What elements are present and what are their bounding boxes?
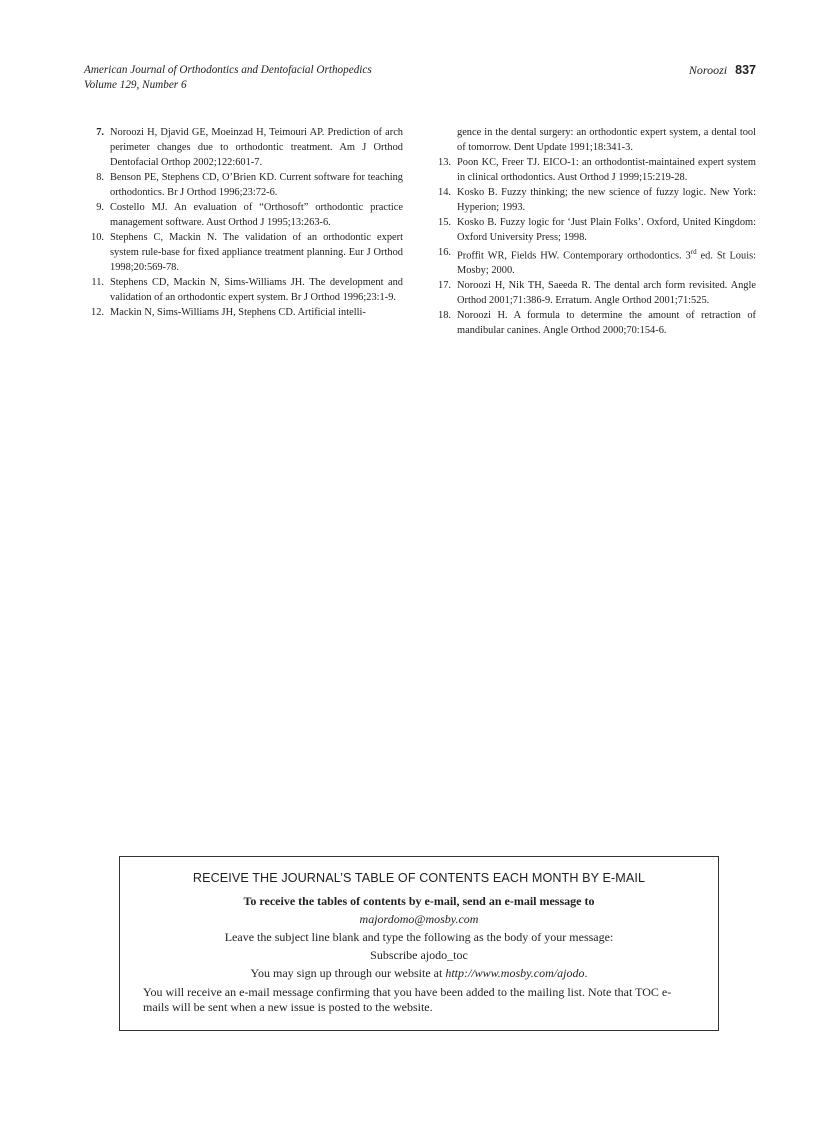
reference-text: Costello MJ. An evaluation of “Orthosoft” orthodontic practice management software. Aust Orthod J 1995;13:263-6. [110, 202, 403, 228]
reference-number: 17. [438, 280, 451, 292]
reference-text: Stephens C, Mackin N. The validation of an orthodontic expert system rule-base for fixed appliance treatment planning. Eur J Orthod 1998;20:569-78. [110, 232, 403, 273]
notice-website-suffix: . [584, 966, 588, 980]
notice-website-prefix: You may sign up through our website at [250, 966, 446, 980]
running-header [84, 63, 756, 93]
reference-continuation [431, 125, 756, 155]
toc-email-notice-box [119, 856, 719, 1031]
reference-text: Kosko B. Fuzzy thinking; the new science of fuzzy logic. New York: Hyperion; 1993. [457, 187, 756, 213]
journal-title: American Journal of Orthodontics and Dentofacial Orthopedics [84, 64, 372, 76]
superscript: rd [690, 248, 697, 256]
notice-instruction: To receive the tables of contents by e-mail, send an e-mail message to [243, 894, 595, 908]
reference-text: gence in the dental surgery: an orthodontic expert system, a dental tool of tomorrow. Dent Update 1991;18:341-3. [457, 127, 756, 153]
reference-text-after: ed. St Louis: Mosby; 2000. [457, 250, 757, 277]
notice-subscribe-command: Subscribe ajodo_toc [370, 948, 468, 962]
reference-number: 13. [438, 157, 451, 168]
reference-number: 18. [438, 310, 451, 322]
reference-item [84, 125, 403, 170]
reference-item [431, 245, 756, 278]
reference-text: Kosko B. Fuzzy logic for ‘Just Plain Folks’. Oxford, United Kingdom: Oxford University Press; 1998. [457, 217, 756, 243]
journal-volume: Volume 129, Number 6 [84, 79, 187, 91]
references-left-column [84, 125, 403, 320]
reference-number: 16. [438, 247, 451, 258]
reference-number: 7. [96, 127, 104, 138]
reference-text-before: Proffit WR, Fields HW. Contemporary orthodontics. 3 [457, 250, 691, 262]
reference-text: Noroozi H. A formula to determine the amount of retraction of mandibular canines. Angle Orthod 2000;70:154-6. [457, 310, 756, 337]
reference-number: 14. [438, 187, 451, 198]
reference-item [431, 308, 756, 338]
notice-website-line [120, 964, 718, 982]
reference-number: 10. [91, 232, 104, 243]
reference-text: Benson PE, Stephens CD, O’Brien KD. Current software for teaching orthodontics. Br J Orthod 1996;23:72-6. [110, 172, 403, 198]
notice-email-address[interactable]: majordomo@mosby.com [359, 912, 479, 926]
reference-item [84, 170, 403, 200]
reference-item [84, 275, 403, 305]
reference-number: 15. [438, 217, 451, 228]
reference-item [431, 278, 756, 308]
reference-number: 9. [96, 202, 104, 213]
reference-item [431, 215, 756, 245]
reference-text: Stephens CD, Mackin N, Sims-Williams JH. The development and validation of an orthodontic expert system. Br J Orthod 1996;23:1-9. [110, 277, 403, 303]
reference-item [84, 200, 403, 230]
reference-item [84, 230, 403, 275]
notice-subject-instruction: Leave the subject line blank and type the following as the body of your message: [224, 930, 614, 944]
reference-item [431, 155, 756, 185]
running-author: Noroozi [688, 63, 728, 77]
reference-text: Mackin N, Sims-Williams JH, Stephens CD. Artificial intelli- [110, 307, 366, 318]
references-right-column [431, 125, 756, 338]
reference-item [431, 185, 756, 215]
reference-text: Poon KC, Freer TJ. EICO-1: an orthodontist-maintained expert system in clinical orthodontics. Aust Orthod J 1999;15:219-28. [457, 157, 756, 183]
reference-number: 11. [91, 277, 104, 288]
reference-item [84, 305, 403, 320]
notice-confirmation-text: You will receive an e-mail message confirming that you have been added to the mailing list. Note that TOC e-mails will be sent when a new issue is posted to the website. [143, 985, 672, 1014]
reference-number: 8. [96, 172, 104, 183]
reference-text [457, 245, 756, 278]
notice-website-link[interactable]: http://www.mosby.com/ajodo [445, 966, 585, 980]
reference-text: Noroozi H, Nik TH, Saeeda R. The dental arch form revisited. Angle Orthod 2001;71:386-9. Erratum. Angle Orthod 2001;71:525. [457, 280, 756, 307]
page-number: 837 [735, 63, 756, 77]
reference-text: Noroozi H, Djavid GE, Moeinzad H, Teimouri AP. Prediction of arch perimeter changes due to orthodontic treatment. Am J Orthod Dentofacial Orthop 2002;122:601-7. [110, 127, 403, 168]
notice-title: RECEIVE THE JOURNAL’S TABLE OF CONTENTS EACH MONTH BY E-MAIL [192, 871, 646, 885]
running-head-right [689, 63, 756, 78]
reference-number: 12. [91, 307, 104, 318]
